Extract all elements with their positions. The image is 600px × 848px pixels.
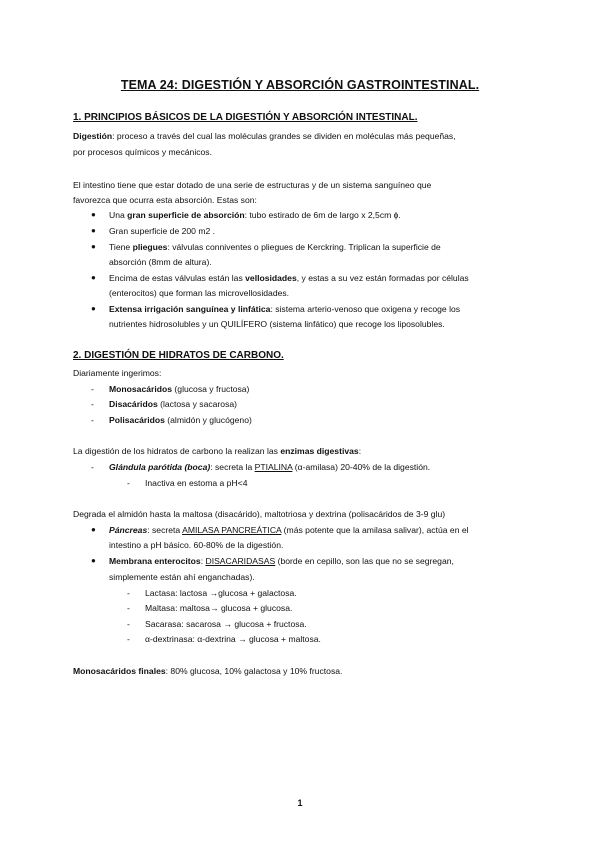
bullet-icon: ● xyxy=(91,226,96,235)
bullet-icon: ● xyxy=(91,304,96,313)
reaction-item: Lactasa: lactosa →glucosa + galactosa. xyxy=(145,588,297,598)
final-summary xyxy=(73,664,533,678)
dash-icon: - xyxy=(127,588,130,598)
text: (borde en cepillo, son las que no se segregan, xyxy=(275,556,454,566)
term: Páncreas xyxy=(109,525,148,535)
text: (glucosa y fructosa) xyxy=(172,384,250,394)
list-item xyxy=(109,460,569,474)
bullet-icon: ● xyxy=(91,210,96,219)
reaction-item: α-dextrinasa: α-dextrina → glucosa + maltosa. xyxy=(145,634,321,644)
text: (almidón y glucógeno) xyxy=(164,415,252,425)
reaction-item: Sacarasa: sacarosa → glucosa + fructosa. xyxy=(145,619,307,629)
sub-list-item: Inactiva en estoma a pH<4 xyxy=(145,478,248,488)
dash-icon: - xyxy=(127,478,130,488)
list-item xyxy=(109,523,569,537)
list-item-continuation: simplemente están ahí enganchadas). xyxy=(109,572,255,582)
list-item xyxy=(109,208,569,222)
page-title: TEMA 24: DIGESTIÓN Y ABSORCIÓN GASTROINTESTINAL. xyxy=(120,78,480,92)
definition-term: Digestión xyxy=(73,131,113,141)
list-item xyxy=(109,240,569,254)
text: Tiene xyxy=(109,242,133,252)
term: Monosacáridos finales xyxy=(73,666,166,676)
text: : 80% glucosa, 10% galactosa y 10% fructosa. xyxy=(165,666,343,676)
dash-icon: - xyxy=(91,384,94,394)
list-item xyxy=(109,554,569,568)
term: Polisacáridos xyxy=(109,415,165,425)
list-item-continuation: intestino a pH básico. 60-80% de la digestión. xyxy=(109,540,284,550)
text: : secreta la xyxy=(210,462,255,472)
enzyme-name: PTIALINA xyxy=(254,462,293,472)
dash-icon: - xyxy=(91,415,94,425)
dash-icon: - xyxy=(91,399,94,409)
bullet-icon: ● xyxy=(91,556,96,565)
list-item xyxy=(109,271,569,285)
reaction-item: Maltasa: maltosa→ glucosa + glucosa. xyxy=(145,603,293,613)
definition-text: : proceso a través del cual las moléculas grandes se dividen en moléculas más pequeñas, xyxy=(112,131,456,141)
intro-line-1: El intestino tiene que estar dotado de una serie de estructuras y de un sistema sanguíneo que xyxy=(73,180,432,190)
list-item: Gran superficie de 200 m2 . xyxy=(109,226,216,236)
enzyme-name: AMILASA PANCREÁTICA xyxy=(182,525,282,535)
bullet-icon: ● xyxy=(91,242,96,251)
text: : válvulas conniventes o pliegues de Kerckring. Triplican la superficie de xyxy=(167,242,441,252)
term: pliegues xyxy=(132,242,168,252)
section-1-heading: 1. PRINCIPIOS BÁSICOS DE LA DIGESTIÓN Y ABSORCIÓN INTESTINAL. xyxy=(73,112,418,123)
page-number: 1 xyxy=(297,798,303,808)
text: : xyxy=(358,446,362,456)
dash-icon: - xyxy=(127,603,130,613)
text: : sistema arterio-venoso que oxigena y recoge los xyxy=(270,304,461,314)
list-item-continuation: nutrientes hidrosolubles y un QUILÍFERO (sistema linfático) que recoge los liposolubles. xyxy=(109,319,445,329)
list-item xyxy=(109,397,569,411)
list-item-continuation: absorción (8mm de altura). xyxy=(109,257,212,267)
bullet-icon: ● xyxy=(91,273,96,282)
text: : tubo estirado de 6m de largo x 2,5cm ɸ. xyxy=(244,210,401,220)
enzymes-intro xyxy=(73,444,533,458)
term: Disacáridos xyxy=(109,399,158,409)
text: (más potente que la amilasa salivar), actúa en el xyxy=(281,525,469,535)
text: : secreta xyxy=(147,525,183,535)
list-item xyxy=(109,413,569,427)
list-item xyxy=(109,382,569,396)
degradation-note: Degrada el almidón hasta la maltosa (disacárido), maltotriosa y dextrina (polisacáridos de 3-9 glu) xyxy=(73,509,446,519)
text: Una xyxy=(109,210,128,220)
term: vellosidades xyxy=(245,273,297,283)
term: enzimas digestivas xyxy=(280,446,359,456)
section-2-heading: 2. DIGESTIÓN DE HIDRATOS DE CARBONO. xyxy=(73,350,284,361)
definition-line-2: por procesos químicos y mecánicos. xyxy=(73,147,212,157)
intro-line-2: favorezca que ocurra esta absorción. Estas son: xyxy=(73,195,257,205)
text: La digestión de los hidratos de carbono la realizan las xyxy=(73,446,281,456)
term: Membrana enterocitos xyxy=(109,556,201,566)
enzyme-name: DISACARIDASAS xyxy=(205,556,276,566)
term: Glándula parótida (boca) xyxy=(109,462,211,472)
list-item xyxy=(109,302,569,316)
bullet-icon: ● xyxy=(91,525,96,534)
dash-icon: - xyxy=(127,634,130,644)
term: Extensa irrigación sanguínea y linfática xyxy=(109,304,271,314)
text: (lactosa y sacarosa) xyxy=(157,399,238,409)
text: : xyxy=(200,556,206,566)
dash-icon: - xyxy=(127,619,130,629)
text: , y estas a su vez están formadas por células xyxy=(296,273,469,283)
text: (α-amilasa) 20-40% de la digestión. xyxy=(292,462,431,472)
term: Monosacáridos xyxy=(109,384,173,394)
term: gran superficie de absorción xyxy=(127,210,245,220)
dash-icon: - xyxy=(91,462,94,472)
list-item-continuation: (enterocitos) que forman las microvellosidades. xyxy=(109,288,290,298)
daily-intake-label: Diariamente ingerimos: xyxy=(73,368,162,378)
text: Encima de estas válvulas están las xyxy=(109,273,246,283)
definition-line-1 xyxy=(73,129,533,143)
